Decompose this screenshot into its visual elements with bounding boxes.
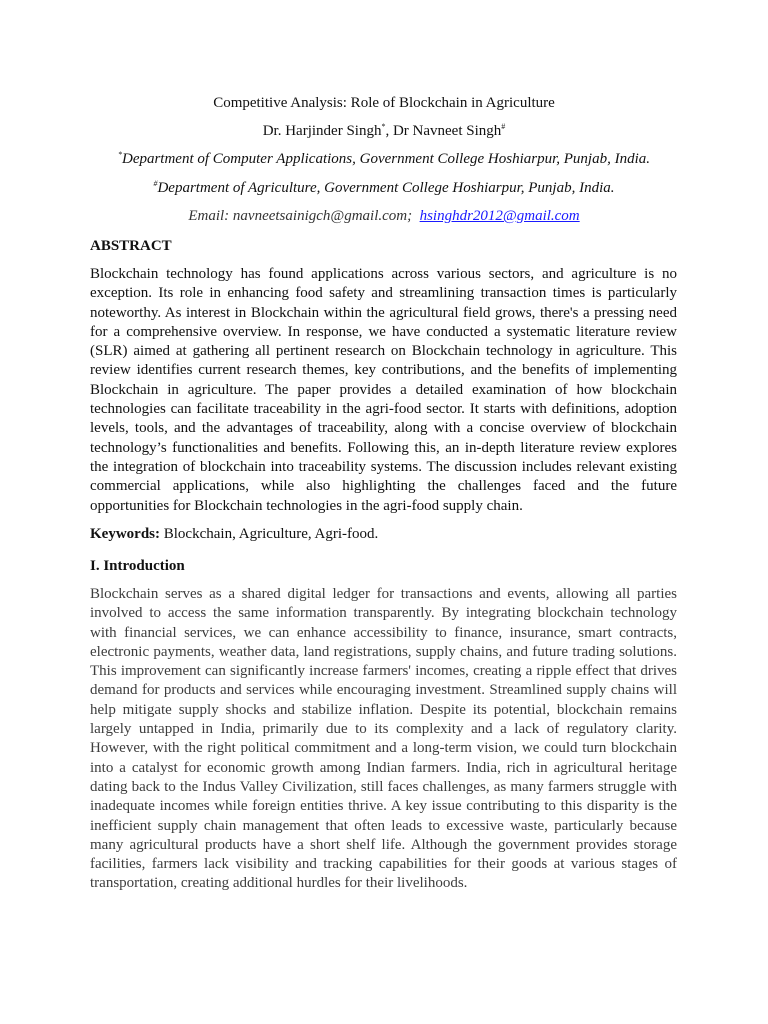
text-line: many agricultural products have a short shelf life. Although the government provides storage — [90, 836, 677, 853]
text-line: inadequate incomes while foreign entities thrive. A key issue contributing to this disparity is the — [90, 798, 677, 815]
text-line: demand for products and services while encouraging investment. Streamlined supply chains will — [90, 682, 677, 699]
text-line: review identifies current research themes, key contributions, and the benefits of implementing — [90, 362, 677, 379]
affiliation-2-mark: # — [153, 179, 158, 188]
text-line: help mitigate supply shocks and stabilize inflation. Despite its potential, blockchain remains — [90, 701, 677, 718]
text-line: technology’s functionalities and benefits. Following this, an in-depth literature review explores — [90, 439, 677, 456]
text-line: levels, tools, and the advantages of traceability, along with a concise overview of blockchain — [90, 420, 677, 437]
abstract-paragraph — [90, 265, 677, 516]
text-line: electronic payments, weather data, land registrations, supply chains, and future trading solutions. — [90, 643, 677, 660]
affiliation-1-mark: * — [117, 150, 122, 159]
author-2: Dr Navneet Singh — [392, 123, 502, 139]
keywords — [90, 526, 677, 543]
abstract-heading: ABSTRACT — [90, 238, 172, 254]
author-1-mark: * — [381, 122, 386, 131]
email-link[interactable]: hsinghdr2012@gmail.com — [419, 208, 580, 224]
author-separator: , — [385, 123, 393, 139]
email-label: Email: navneetsainigch@gmail.com; — [188, 208, 413, 224]
text-line: for a comprehensive overview. In response, we have conducted a systematic literature review — [90, 323, 677, 340]
text-line: opportunities for Blockchain technologies in the agri-food supply chain. — [90, 497, 523, 514]
text-line: This improvement can significantly increase farmers' incomes, creating a ripple effect that drives — [90, 663, 677, 680]
text-line: Blockchain serves as a shared digital ledger for transactions and events, allowing all parties — [90, 586, 677, 602]
text-line: Blockchain in agriculture. The paper provides a detailed examination of how blockchain — [90, 381, 677, 398]
text-line: facilities, farmers lack visibility and tracking capabilities for their goods at various stages of — [90, 856, 677, 873]
text-line: technologies can facilitate traceability in the agri-food sector. It starts with definitions, adoption — [90, 401, 677, 418]
text-line: into a catalyst for economic growth among Indian farmers. India, rich in agricultural heritage — [90, 759, 677, 776]
affiliation-2 — [0, 179, 768, 197]
affiliation-1 — [0, 150, 768, 168]
text-line: the integration of blockchain into traceability systems. The discussion includes relevant existing — [90, 458, 677, 475]
text-line: largely untapped in India, primarily due to its complexity and a lack of regulatory clarity. — [90, 721, 677, 738]
text-line: involved to access the same information transparently. By integrating blockchain technology — [90, 605, 677, 622]
keywords-text: Blockchain, Agriculture, Agri-food. — [160, 526, 379, 542]
author-2-mark: # — [501, 122, 506, 131]
email-line — [0, 207, 768, 225]
affiliation-2-text: Department of Agriculture, Government College Hoshiarpur, Punjab, India. — [157, 180, 615, 196]
author-1: Dr. Harjinder Singh — [262, 123, 382, 139]
affiliation-1-text: Department of Computer Applications, Government College Hoshiarpur, Punjab, India. — [121, 151, 651, 167]
introduction-paragraph — [90, 585, 677, 894]
authors — [0, 122, 768, 140]
text-line: transportation, creating additional hurdles for their livelihoods. — [90, 875, 468, 892]
text-line: However, with the right political commitment and a long-term vision, we could turn blockchain — [90, 740, 677, 757]
text-line: dating back to the Indus Valley Civilization, still faces challenges, as many farmers struggle with — [90, 778, 677, 795]
text-line: exception. Its role in enhancing food safety and streamlining transaction times is particularly — [90, 285, 677, 302]
text-line: Blockchain technology has found applications across various sectors, and agriculture is no — [90, 266, 677, 282]
text-line: with financial services, we can enhance accessibility to finance, insurance, smart contracts, — [90, 624, 677, 641]
introduction-heading: I. Introduction — [90, 558, 185, 574]
keywords-label: Keywords: — [90, 526, 160, 542]
text-line: commercial applications, while also highlighting the challenges faced and the future — [90, 478, 677, 495]
text-line: (SLR) aimed at gathering all pertinent research on Blockchain technology in agriculture. This — [90, 343, 677, 360]
text-line: noteworthy. As interest in Blockchain within the agricultural field grows, there's a pressing need — [90, 304, 677, 321]
text-line: inefficient supply chain management that often leads to excessive waste, particularly because — [90, 817, 677, 834]
paper-title: Competitive Analysis: Role of Blockchain in Agriculture — [213, 95, 555, 111]
